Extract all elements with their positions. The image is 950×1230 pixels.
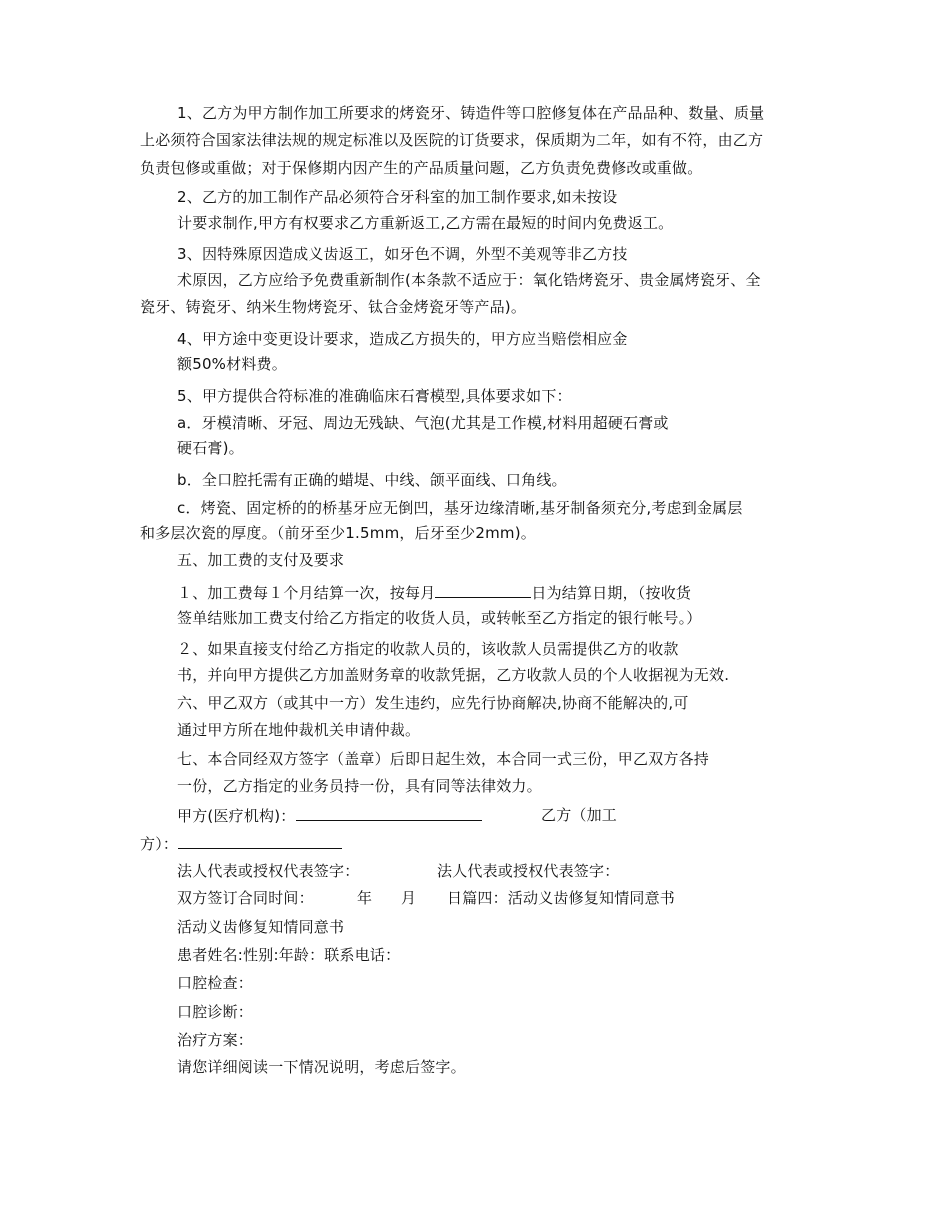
clause-5-a-line-1: a．牙模清晰、牙冠、周边无残缺、气泡(尤其是工作模,材料用超硬石膏或 (177, 414, 669, 432)
party-b-signature-line (140, 832, 342, 855)
section-5-item-2-line-1: ２、如果直接支付给乙方指定的收款人员的，该收款人员需提供乙方的收款 (177, 640, 679, 658)
clause-5-a-line-2: 硬石膏)。 (177, 439, 244, 457)
clause-5-c-line-1: c．烤瓷、固定桥的的桥基牙应无倒凹，基牙边缘清晰,基牙制备须充分,考虑到金属层 (177, 499, 743, 517)
clause-1-line-2: 上必须符合国家法律法规的规定标准以及医院的订货要求，保质期为二年，如有不符，由乙方 (140, 131, 764, 149)
patient-info-line: 患者姓名:性别:年龄：联系电话： (177, 946, 401, 964)
oral-exam-label: 口腔检查： (177, 974, 254, 992)
settlement-date-blank[interactable] (435, 581, 531, 598)
party-b-blank[interactable] (178, 832, 342, 849)
clause-4-line-2: 额50%材料费。 (177, 355, 287, 373)
clause-1-line-1: 1、乙方为甲方制作加工所要求的烤瓷牙、铸造件等口腔修复体在产品品种、数量、质量 (177, 104, 765, 122)
clause-3-line-2: 术原因，乙方应给予免费重新制作(本条款不适应于：氧化锆烤瓷牙、贵金属烤瓷牙、全 (177, 271, 761, 289)
consent-instruction: 请您详细阅读一下情况说明，考虑后签字。 (177, 1058, 466, 1076)
clause-5-c-line-2: 和多层次瓷的厚度。（前牙至少1.5mm，后牙至少2mm)。 (140, 524, 536, 542)
contract-date-year: 年 (357, 889, 373, 907)
settlement-text-after: 日为结算日期，（按收货 (531, 584, 692, 602)
section-7-line-2: 一份，乙方指定的业务员持一份，具有同等法律效力。 (177, 777, 542, 795)
clause-3-line-3: 瓷牙、铸瓷牙、纳米生物烤瓷牙、钛合金烤瓷牙等产品)。 (140, 298, 527, 316)
section-6-line-1: 六、甲乙双方（或其中一方）发生违约，应先行协商解决,协商不能解决的,可 (177, 694, 689, 712)
party-b-label-cont: 方）： (140, 835, 179, 853)
party-b-label: 乙方（加工 (541, 806, 618, 824)
rep-b-signature-label: 法人代表或授权代表签字： (437, 862, 620, 880)
treatment-plan-label: 治疗方案： (177, 1031, 254, 1049)
clause-2-line-1: 2、乙方的加工制作产品必须符合牙科室的加工制作要求,如未按设 (177, 188, 618, 206)
clause-5-line-1: 5、甲方提供合符标准的准确临床石膏模型,具体要求如下： (177, 387, 572, 405)
rep-a-signature-label: 法人代表或授权代表签字： (177, 862, 360, 880)
section-5-item-2-line-2: 书，并向甲方提供乙方加盖财务章的收款凭据，乙方收款人员的个人收据视为无效. (177, 666, 730, 684)
party-a-signature-line (177, 804, 482, 827)
section-5-item-1-line-1 (177, 581, 691, 604)
section-6-line-2: 通过甲方所在地仲裁机关申请仲裁。 (177, 721, 421, 739)
consent-title: 活动义齿修复知情同意书 (177, 918, 345, 936)
clause-2-line-2: 计要求制作,甲方有权要求乙方重新返工,乙方需在最短的时间内免费返工。 (177, 214, 674, 232)
party-a-label: 甲方(医疗机构)： (177, 807, 296, 825)
section-5-item-1-line-2: 签单结账加工费支付给乙方指定的收货人员，或转帐至乙方指定的银行帐号。） (177, 609, 702, 627)
clause-1-line-3: 负责包修或重做；对于保修期内因产生的产品质量问题，乙方负责免费修改或重做。 (140, 159, 703, 177)
contract-date-label: 双方签订合同时间： (177, 889, 314, 907)
contract-date-day-and-next-title: 日篇四：活动义齿修复知情同意书 (447, 889, 676, 907)
clause-5-b-line-1: b．全口腔托需有正确的蜡堤、中线、颌平面线、口角线。 (177, 471, 567, 489)
contract-date-month: 月 (401, 889, 417, 907)
section-7-line-1: 七、本合同经双方签字（盖章）后即日起生效，本合同一式三份，甲乙双方各持 (177, 750, 710, 768)
clause-3-line-1: 3、因特殊原因造成义齿返工，如牙色不调，外型不美观等非乙方技 (177, 245, 628, 263)
party-a-blank[interactable] (296, 804, 482, 821)
settlement-text-before: １、加工费每１个月结算一次，按每月 (177, 584, 436, 602)
clause-4-line-1: 4、甲方途中变更设计要求，造成乙方损失的，甲方应当赔偿相应金 (177, 330, 628, 348)
section-5-title: 五、加工费的支付及要求 (177, 551, 345, 569)
oral-diagnosis-label: 口腔诊断： (177, 1003, 254, 1021)
